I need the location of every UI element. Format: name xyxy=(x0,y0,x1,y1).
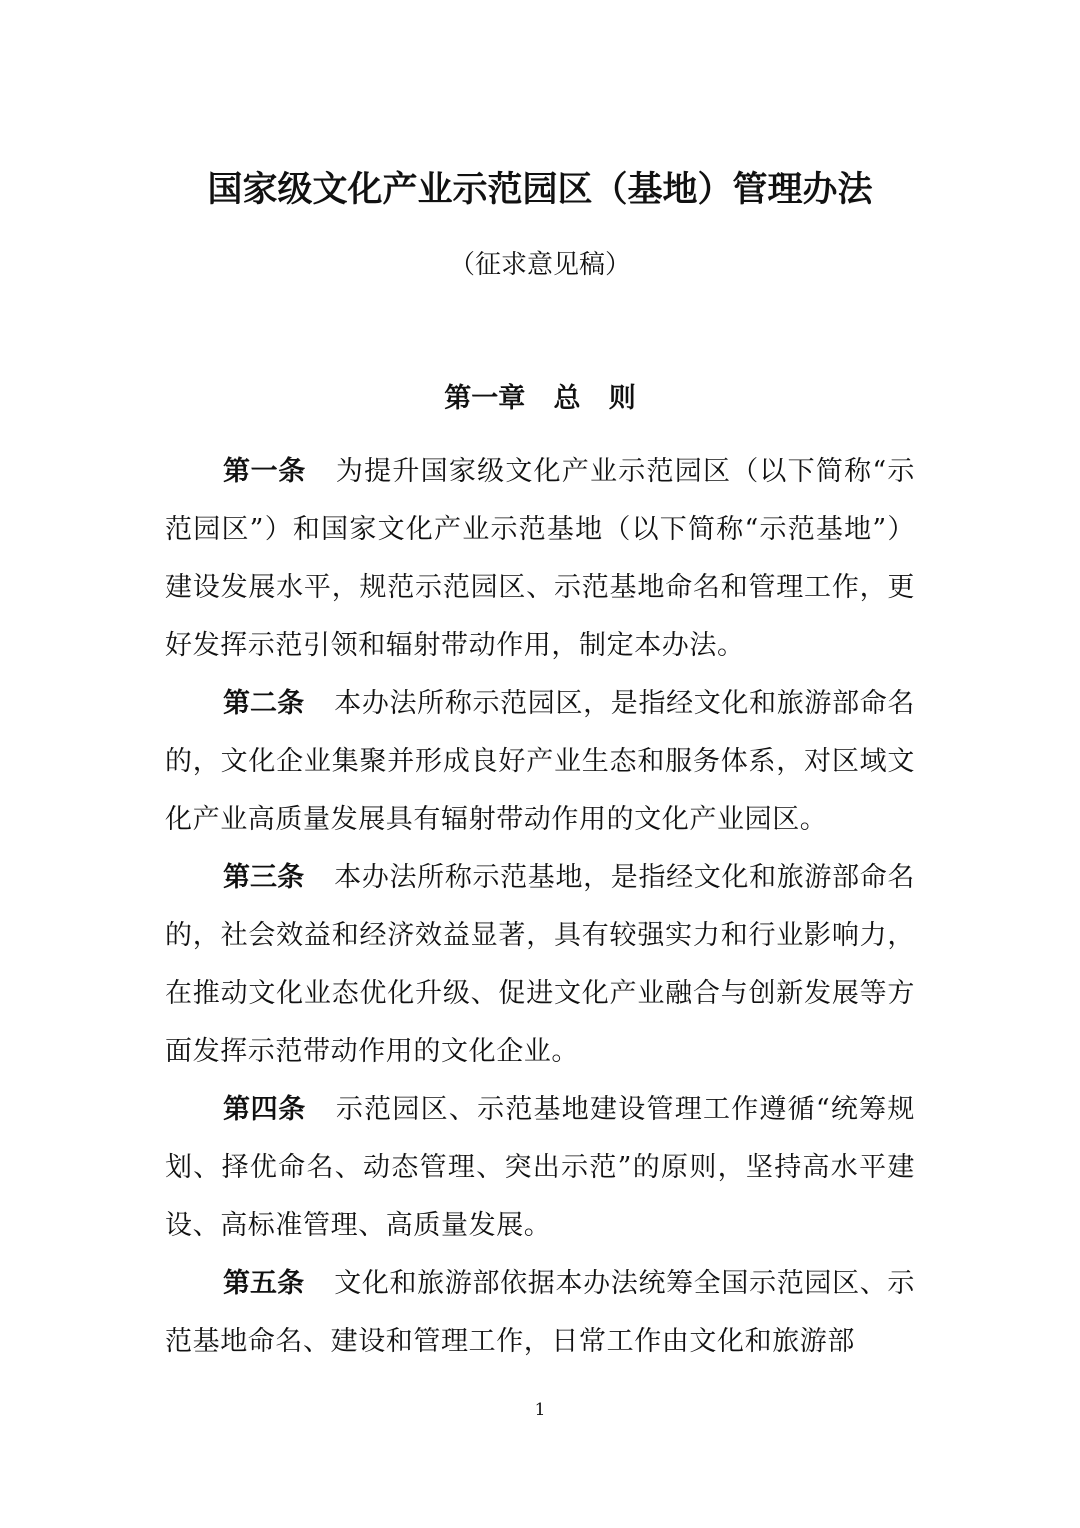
article-number: 第二条 xyxy=(223,688,305,719)
document-title: 国家级文化产业示范园区（基地）管理办法 xyxy=(207,170,873,210)
article-text: 文化和旅游部依据本办法统筹全国示范园区、示范基地命名、建设和管理工作，日常工作由文化和旅游部 xyxy=(165,1268,915,1357)
document-subtitle: （征求意见稿） xyxy=(448,250,631,280)
document-body xyxy=(165,443,915,1371)
article-number: 第四条 xyxy=(223,1094,306,1125)
article-number: 第五条 xyxy=(223,1268,305,1299)
article-text: 示范园区、示范基地建设管理工作遵循“统筹规划、择优命名、动态管理、突出示范”的原则，坚持高水平建设、高标准管理、高质量发展。 xyxy=(165,1094,915,1241)
article-text: 本办法所称示范基地，是指经文化和旅游部命名的，社会效益和经济效益显著，具有较强实力和行业影响力，在推动文化业态优化升级、促进文化产业融合与创新发展等方面发挥示范带动作用的文化企业。 xyxy=(165,862,915,1067)
chapter-heading: 第一章 总 则 xyxy=(444,383,636,414)
article-text: 为提升国家级文化产业示范园区（以下简称“示范园区”）和国家文化产业示范基地（以下简称“示范基地”）建设发展水平，规范示范园区、示范基地命名和管理工作，更好发挥示范引领和辐射带动作用，制定本办法。 xyxy=(165,456,915,661)
article-paragraph xyxy=(165,1081,915,1255)
page-number: 1 xyxy=(534,1400,546,1420)
article-text: 本办法所称示范园区，是指经文化和旅游部命名的，文化企业集聚并形成良好产业生态和服务体系，对区域文化产业高质量发展具有辐射带动作用的文化产业园区。 xyxy=(165,688,915,835)
article-number: 第三条 xyxy=(223,862,305,893)
article-paragraph xyxy=(165,849,915,1081)
article-number: 第一条 xyxy=(223,456,306,487)
article-paragraph xyxy=(165,443,915,675)
article-paragraph xyxy=(165,1255,915,1371)
article-paragraph xyxy=(165,675,915,849)
